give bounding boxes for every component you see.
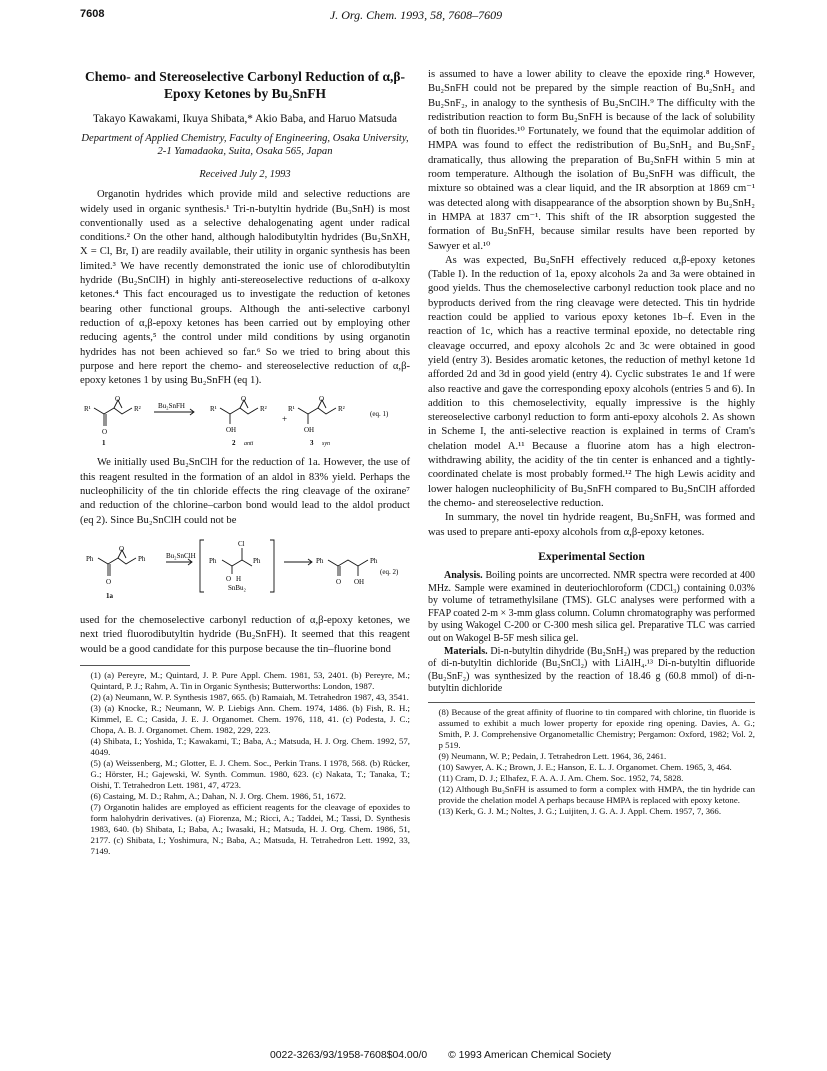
exp-paragraph: [428, 570, 755, 646]
footnotes-left: [80, 670, 410, 857]
eq1-anti-tag: anti: [244, 441, 254, 448]
footnote: (7) Organotin halides are employed as efficient reagents for the cleavage of epoxides to form halohydrin derivatives. (a) Fiorenza, M.; Ricci, A.; Taddei, M.; Tassi, D. Synthesis 1983, 640. (b) Shibata, I.; Baba, A.; Iwasaki, H.; Matsuda, H. J. Org. Chem. 1986, 51, 2177. (c) Shibata, I.; Yoshimura, N.; Baba, A.; Matsuda, H. Tetrahedron Lett. 1992, 33, 7149.: [90, 801, 410, 856]
footnote: (6) Castaing, M. D.; Rahm, A.; Dahan, N. J. Org. Chem. 1986, 51, 1672.: [90, 790, 346, 801]
eq2-int-h: H: [236, 574, 242, 583]
eq1-p3-r2: R²: [338, 405, 345, 414]
eq1-compound-3: 3: [310, 439, 314, 448]
body-paragraph: used for the chemoselective carbonyl reduction of α,β-epoxy ketones, we next tried fluorodibutyltin hydride (Bu₂SnFH). It seemed that this reagent would be a good candidate for this purpose because the tin–fluorine bond: [80, 614, 410, 655]
footnote-rule: [80, 665, 190, 666]
exp-text: Boiling points are uncorrected. NMR spectra were recorded at 400 MHz. Sample were examined in deuteriochloroform (CDCl₃) containing 0.03% by volume of tetramethylsilane (TMS). GLC analyses were performed with a FFAP coated 2-m × 3-mm glass column. Column chromatography was performed by using Wakogel C-200 or C-300 mesh silica gel. Preparative TLC was carried out on Wakogel B-5F mesh silica gel.: [428, 570, 755, 645]
footnote: (2) (a) Neumann, W. P. Synthesis 1987, 665. (b) Ramaiah, M. Tetrahedron 1987, 43, 3541.: [90, 691, 409, 702]
footnote: (1) (a) Pereyre, M.; Quintard, J. P. Pure Appl. Chem. 1981, 53, 2401. (b) Pereyre, M.; Quintard, P. J.; Rahm, A. Tin in Organic Synthesis; Butterworths: London, 1987.: [90, 669, 410, 691]
eq1-carbonyl-o: O: [102, 428, 108, 437]
affiliation: Department of Applied Chemistry, Faculty of Engineering, Osaka University, 2-1 Yamadaoka, Suita, Osaka 565, Japan: [81, 133, 409, 157]
footnote: (13) Kerk, G. J. M.; Noltes, J. G.; Luijiten, J. G. A. J. Appl. Chem. 1957, 7, 366.: [438, 806, 722, 817]
eq1-p2-r1: R¹: [210, 405, 217, 414]
body-paragraph: is assumed to have a lower ability to cleave the epoxide ring.⁸ However, Bu₂SnFH could not be prepared by the simple reaction of Bu₂SnH₂ and Bu₂SnF₂, in analogy to the synthesis of Bu₂SnClH.⁹ The difficulty with the redistribution reaction to form Bu₂SnFH is because of the lack of solubility of both tin fluorides.¹⁰ Fortunately, we found that the equimolar addition of HMPA was found to effect the redistribution of Bu₂SnH₂ and Bu₂SnF₂ dramatically, thus allowing the preparation of Bu₂SnFH within 5 min at room temperature. Although the isolation of Bu₂SnFH was difficult, the mixture so obtained was a clear liquid, and the IR absorption at 1869 cm⁻¹ was detected along with disappearance of the absorption shown by Bu₂SnH₂ in HMPA at 1837 cm⁻¹. This shift of the IR absorption suggested the formation of Bu₂SnFH, because similar results have been reported by Sawyer et al.¹⁰: [428, 69, 755, 252]
page-footer: [270, 1050, 629, 1061]
equation-2-diagram: [80, 534, 410, 606]
footnote: (11) Cram, D. J.; Elhafez, F. A. A. J. Am. Chem. Soc. 1952, 74, 5828.: [438, 773, 684, 784]
eq1-p3-oh: OH: [304, 426, 315, 435]
eq2-reagent: Bu₂SnClH: [166, 551, 196, 560]
footnote: (8) Because of the great affinity of fluorine to tin compared with chlorine, tin fluoride is assumed to exhibit a much lower property for epoxide ring opening. Davies, A. G.; Smith, P. J. Comprehensive Organometallic Chemistry; Pergamon: Oxford, 1982; Vol. 2, p 519.: [438, 707, 755, 751]
footnote: (9) Neumann, W. P.; Pedain, J. Tetrahedron Lett. 1964, 36, 2461.: [438, 751, 667, 762]
section-heading: Experimental Section: [538, 549, 645, 563]
exp-text: Di-n-butyltin dihydride (Bu₂SnH₂) was prepared by the reduction of di-n-butyltin dichloride (Bu₂SnCl₂) with LiAlH₄.¹³ Di-n-butyltin difluoride (Bu₂SnF₂) was synthesized by the reaction of 18.46 g (60.8 mmol) of di-n-butyltin dichloride: [428, 645, 755, 695]
article-title: Chemo- and Stereoselective Carbonyl Reduction of α,β-Epoxy Ketones by Bu₂SnFH: [85, 69, 405, 101]
copyright: © 1993 American Chemical Society: [448, 1050, 612, 1061]
eq2-label: (eq. 2): [380, 567, 399, 576]
eq1-p2-o: O: [241, 395, 247, 404]
equation-2: [80, 534, 410, 606]
footnote: (5) (a) Weissenberg, M.; Glotter, E. J. Chem. Soc., Perkin Trans. I 1978, 568. (b) Rücker, G.; Hörster, H.; Gajewski, W. Synth. Commun. 1980, 623. (c) Nakata, T.; Tanaka, T.; Oishi, T. Tetrahedron Lett. 1981, 47, 4723.: [90, 757, 410, 790]
body-paragraph: As was expected, Bu₂SnFH effectively reduced α,β-epoxy ketones (Table I). In the reduction of 1a, epoxy alcohols 2a and 3a were obtained in good yields. Thus the chemoselective carbonyl reduction took place and no byproducts derived from the ring cleavage were detected. This tin hydride reaction could be applied to various epoxy ketones 1b–f. Even in the reaction of 1c, which has a reactive terminal epoxide, no detectable ring cleavage occurred, and epoxy alcohols 2c and 3c were obtained in good yield (entry 3). Besides aromatic ketones, the reduction of methyl ketone 1d afforded 2d and 3d in good yield (entry 4). Cyclic substrates 1e and 1f were also reactive and gave the corresponding epoxy alcohols (entries 5 and 6). In addition to this chemoselectivity, equally impressive is the highly stereoselective carbonyl reduction to form anti-epoxy alcohols 2. As shown in Scheme I, the anti-selective reaction is explained in terms of Cram's chelation model A.¹¹ Because a fluorine atom has a high electron-withdrawing ability, the acidity of the tin center is enhanced and a tightly-coordinated chelate is most probably formed.¹² The high Lewis acidity and lower halogen nucleophilicity of Bu₂SnFH compared to Bu₂SnClH afforded the chemo- and stereoselective reduction.: [428, 254, 755, 509]
footnotes-right: [428, 702, 755, 817]
exp-lead: Analysis.: [444, 570, 483, 582]
eq2-prod-ph-left: Ph: [316, 556, 324, 565]
page-number: 7608: [80, 8, 105, 20]
eq2-int-cl: Cl: [238, 539, 245, 548]
eq1-r2-label: R²: [134, 405, 141, 414]
running-header: [80, 8, 752, 24]
eq1-p3-r1: R¹: [288, 405, 295, 414]
body-paragraph: We initially used Bu₂SnClH for the reduction of 1a. However, the use of this reagent resulted in the formation of an aldol in 83% yield. Perhaps the nucleophilicity of the tin chloride effects the ring cleavage of the oxirane⁷ and reduction of the chlorine–carbon bond would lead to the aldol product (eq 2). Since Bu₂SnClH could not be: [80, 457, 410, 526]
eq2-int-ph-right: Ph: [253, 556, 261, 565]
eq1-p3-o: O: [319, 395, 325, 404]
eq1-epoxide-o: O: [115, 395, 121, 404]
experimental-section: [428, 570, 755, 696]
eq2-int-o: O: [226, 574, 232, 583]
received-date: Received July 2, 1993: [199, 169, 291, 180]
right-column: [428, 68, 755, 817]
eq1-compound-2: 2: [232, 439, 236, 448]
footnote: (12) Although Bu₂SnFH is assumed to form a complex with HMPA, the tin hydride can provide the chelation model A perhaps because HMPA is replaced with epoxy ketone.: [438, 784, 755, 806]
footnote: (4) Shibata, I.; Yoshida, T.; Kawakami, T.; Baba, A.; Matsuda, H. J. Org. Chem. 1992, 57, 4049.: [90, 735, 410, 757]
eq1-plus: +: [282, 414, 288, 425]
footnote: (3) (a) Knocke, R.; Neumann, W. P. Liebigs Ann. Chem. 1974, 1486. (b) Fish, R. H.; Kimmel, E. C.; Casida, J. E. J. Organomet. Chem. 1976, 118, 41. (c) Podesta, J. C.; Chopa, A. B. J. Organomet. Chem. 1982, 229, 223.: [90, 702, 410, 735]
article-code: 0022-3263/93/1958-7608$04.00/0: [270, 1050, 428, 1061]
journal-citation: J. Org. Chem. 1993, 58, 7608–7609: [329, 8, 503, 22]
eq2-int-snbu: SnBu₂: [228, 583, 247, 592]
left-column: [80, 68, 410, 857]
eq2-int-ph-left: Ph: [209, 556, 217, 565]
eq1-reagent: Bu₂SnFH: [158, 402, 185, 411]
body-paragraph: In summary, the novel tin hydride reagent, Bu₂SnFH, was formed and was used to prepare anti-epoxy alcohols from α,β-epoxy ketones.: [428, 512, 755, 538]
eq2-carbonyl-o: O: [106, 577, 112, 586]
eq2-prod-ph-right: Ph: [370, 556, 378, 565]
equation-1-diagram: [80, 394, 410, 448]
body-paragraph: Organotin hydrides which provide mild and selective reductions are widely used in organic synthesis.¹ Tri-n-butyltin hydride (Bu₃SnH) is most conventionally used as a selective dehalogenating agent under radical conditions.² On the other hand, although halodibutyltin hydrides (Bu₂SnXH, X = Cl, Br, I) are readily available, their utility in organic synthesis has been limited.³ We have recently demonstrated the ionic use of chlorodibutyltin hydride (Bu₂SnClH) in highly anti-stereoselective reductions of α-alkoxy ketones.⁴ This fact encouraged us to investigate the reduction of ketones bearing other functional groups. Although the anti-selective carbonyl reduction of α,β-epoxy ketones has been carried out by employing other reducing agents,⁵ the control under mild conditions by using organotin hydrides has not been achieved so far.⁶ So we tried to bring about this purpose and here report the chemo- and stereoselective reduction of α,β-epoxy ketones 1 by using Bu₂SnFH (eq 1).: [80, 189, 410, 387]
exp-paragraph: [428, 646, 755, 696]
footnote: (10) Sawyer, A. K.; Brown, J. E.; Hanson, E. L. J. Organomet. Chem. 1965, 3, 464.: [438, 762, 732, 773]
author-list: Takayo Kawakami, Ikuya Shibata,* Akio Baba, and Haruo Matsuda: [93, 113, 397, 125]
eq2-prod-oh: OH: [354, 577, 365, 586]
eq1-p2-r2: R²: [260, 405, 267, 414]
eq2-epoxide-o: O: [119, 544, 125, 553]
eq2-ph-right: Ph: [138, 554, 146, 563]
eq2-compound-1a: 1a: [106, 591, 113, 600]
equation-1: [80, 394, 410, 448]
eq1-r1-label: R¹: [84, 405, 91, 414]
eq2-prod-o: O: [336, 577, 342, 586]
eq1-label: (eq. 1): [370, 410, 389, 419]
eq1-p2-oh: OH: [226, 426, 237, 435]
eq2-ph-left: Ph: [86, 554, 94, 563]
exp-lead: Materials.: [444, 645, 488, 657]
eq1-syn-tag: syn: [322, 441, 330, 448]
eq1-compound-1: 1: [102, 439, 106, 448]
